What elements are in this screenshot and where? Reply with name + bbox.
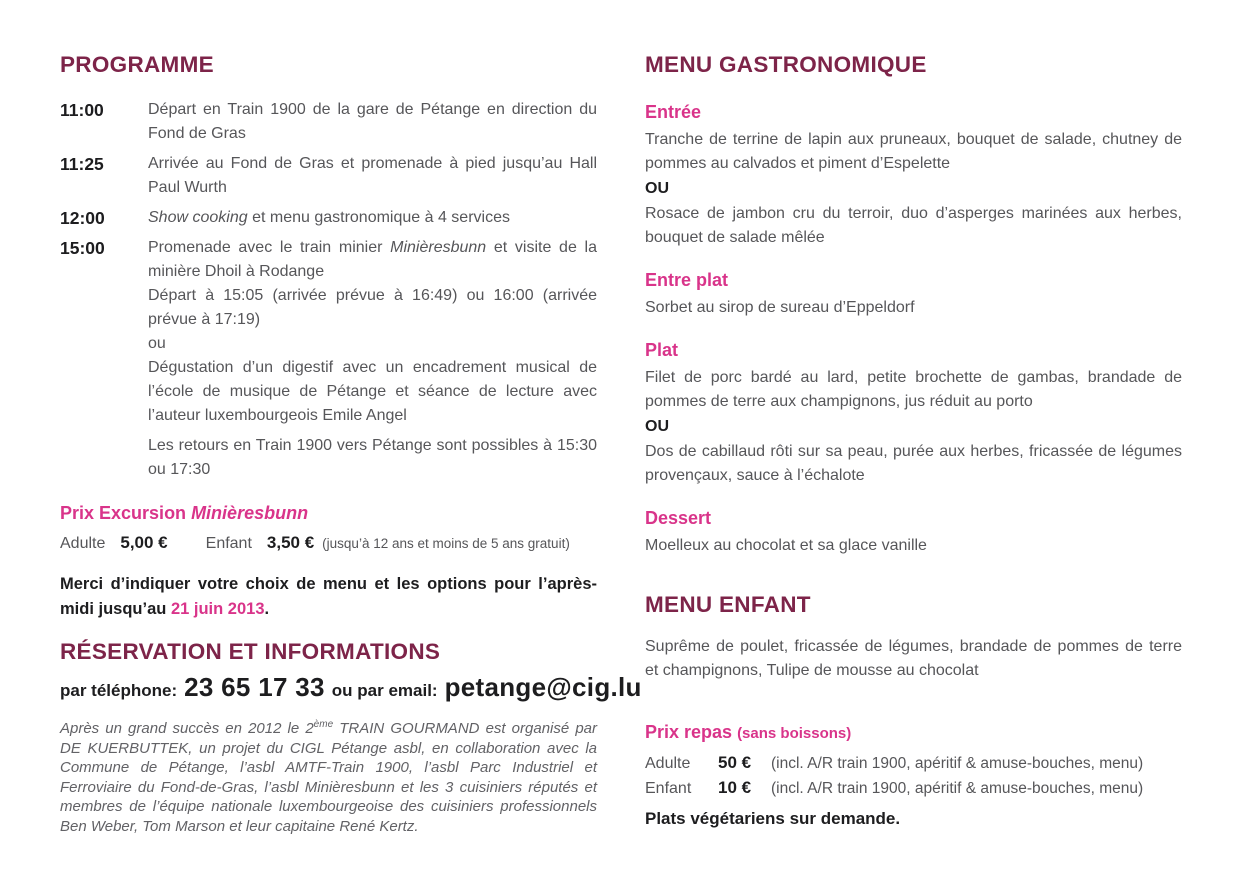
dessert-option: Moelleux au chocolat et sa glace vanille	[645, 537, 927, 554]
schedule-text-rest: et menu gastronomique à 4 services	[247, 209, 510, 226]
schedule-description	[148, 206, 597, 230]
prix-excursion-title-italic: Minièresbunn	[191, 503, 309, 523]
programme-title: PROGRAMME	[60, 52, 214, 77]
email-label: ou par email:	[331, 681, 438, 700]
schedule-row	[60, 236, 597, 482]
phone-number: 23 65 17 33	[184, 672, 325, 702]
menu-enfant-title: MENU ENFANT	[645, 592, 811, 617]
dessert-heading: Dessert	[645, 508, 712, 528]
schedule-text-part: Promenade avec le train minier	[148, 239, 391, 256]
schedule-text: Arrivée au Fond de Gras et promenade à pied jusqu’au Hall Paul Wurth	[148, 155, 597, 196]
menu-section-entree	[645, 100, 1182, 250]
right-column	[645, 52, 1182, 873]
child-label: Enfant	[645, 780, 692, 797]
plat-heading: Plat	[645, 340, 679, 360]
schedule-text-part: et visite de la minière Dhoil à Rodange	[148, 239, 598, 280]
reservation-title: RÉSERVATION ET INFORMATIONS	[60, 639, 441, 664]
entree-option-2: Rosace de jambon cru du terroir, duo d’asperges marinées aux herbes, bouquet de salade mêlée	[645, 205, 1182, 246]
schedule-text: Dégustation d’un digestif avec un encadrement musical de l’école de musique de Pétange et séance de lecture avec l’auteur luxembourgeois Emile Angel	[148, 359, 597, 424]
prix-excursion-title	[60, 501, 597, 525]
about-text-part: Après un grand succès en 2012 le 2	[60, 720, 314, 737]
menu-gastronomique-title: MENU GASTRONOMIQUE	[645, 52, 927, 77]
adult-price-note: (incl. A/R train 1900, apéritif & amuse-bouches, menu)	[771, 755, 1144, 772]
prix-repas-title-text: Prix repas	[645, 722, 738, 742]
menu-enfant-description: Suprême de poulet, fricassée de légumes, brandade de pommes de terre et champignons, Tulipe de mousse au chocolat	[645, 638, 1182, 679]
schedule-time: 11:00	[60, 100, 104, 120]
show-cooking-italic: Show cooking	[148, 209, 248, 226]
schedule-text	[148, 206, 597, 230]
phone-label: par téléphone:	[60, 681, 178, 700]
entree-heading: Entrée	[645, 102, 702, 122]
plat-option-2: Dos de cabillaud rôti sur sa peau, purée aux herbes, fricassée de légumes provençaux, sauce à l’échalote	[645, 443, 1182, 484]
deadline-text: Merci d’indiquer votre choix de menu et les options pour l’après-midi jusqu’au	[60, 575, 597, 618]
repas-price-table	[645, 751, 1182, 801]
schedule-time: 11:25	[60, 154, 104, 174]
programme-schedule	[60, 98, 597, 482]
repas-price-row	[645, 776, 1182, 801]
menu-section-plat	[645, 338, 1182, 488]
entre-plat-option: Sorbet au sirop de sureau d’Eppeldorf	[645, 299, 915, 316]
about-superscript: ème	[313, 719, 334, 730]
excursion-price-line	[60, 531, 597, 556]
schedule-time: 15:00	[60, 238, 105, 258]
entree-option-1: Tranche de terrine de lapin aux pruneaux, bouquet de salade, chutney de pommes au calvados et piment d’Espelette	[645, 131, 1182, 172]
child-price-note: (incl. A/R train 1900, apéritif & amuse-bouches, menu)	[771, 780, 1144, 797]
about-text-part: TRAIN GOURMAND est organisé par DE KUERBUTTEK, un projet du CIGL Pétange asbl, en collaboration avec la Commune de Pétange, l’asbl AMTF-Train 1900, l’asbl Parc Industriel et Ferroviaire du Fond-de-Gras, l’asbl Minièresbunn et les 3 cuisiniers réputés et membres de l’équipe nationale luxembourgeoise des cuisiniers professionnels Ben Weber, Tom Marson et leur capitaine René Kertz.	[60, 720, 597, 835]
schedule-description	[148, 236, 597, 482]
or-separator: OU	[645, 418, 669, 435]
schedule-time: 12:00	[60, 208, 105, 228]
schedule-row	[60, 152, 597, 200]
child-label: Enfant	[205, 535, 252, 552]
schedule-text	[148, 236, 597, 284]
schedule-row	[60, 206, 597, 230]
adult-price: 50 €	[718, 753, 752, 772]
adult-price: 5,00 €	[120, 533, 168, 552]
adult-label: Adulte	[60, 535, 106, 552]
child-price: 3,50 €	[266, 533, 315, 552]
about-paragraph	[60, 715, 597, 836]
prix-repas-title	[645, 720, 1182, 746]
email-address: petange@cig.lu	[444, 672, 642, 702]
schedule-text: Départ en Train 1900 de la gare de Pétange en direction du Fond de Gras	[148, 101, 597, 142]
deadline-notice	[60, 572, 597, 622]
adult-label: Adulte	[645, 755, 691, 772]
menu-section-dessert	[645, 506, 1182, 558]
contact-line	[60, 672, 642, 703]
menu-section-entre-plat	[645, 268, 1182, 320]
schedule-row	[60, 98, 597, 146]
schedule-description	[148, 98, 597, 146]
deadline-period: .	[264, 600, 270, 618]
schedule-text: Les retours en Train 1900 vers Pétange sont possibles à 15:30 ou 17:30	[148, 437, 597, 478]
deadline-date: 21 juin 2013	[170, 600, 265, 618]
vegetarian-note: Plats végétariens sur demande.	[645, 809, 901, 828]
schedule-description	[148, 152, 597, 200]
schedule-text: ou	[148, 335, 166, 352]
prix-repas-title-note: (sans boissons)	[737, 725, 852, 742]
repas-price-row	[645, 751, 1182, 776]
left-column	[60, 52, 642, 873]
entre-plat-heading: Entre plat	[645, 270, 729, 290]
age-note: (jusqu’à 12 ans et moins de 5 ans gratuit)	[322, 536, 570, 551]
child-price: 10 €	[718, 778, 752, 797]
prix-excursion-title-text: Prix Excursion	[60, 503, 192, 523]
minieresbunn-italic: Minièresbunn	[390, 239, 487, 256]
plat-option-1: Filet de porc bardé au lard, petite brochette de gambas, brandade de pommes de terre aux champignons, jus réduit au porto	[645, 369, 1182, 410]
or-separator: OU	[645, 180, 669, 197]
schedule-text: Départ à 15:05 (arrivée prévue à 16:49) ou 16:00 (arrivée prévue à 17:19)	[148, 287, 597, 328]
